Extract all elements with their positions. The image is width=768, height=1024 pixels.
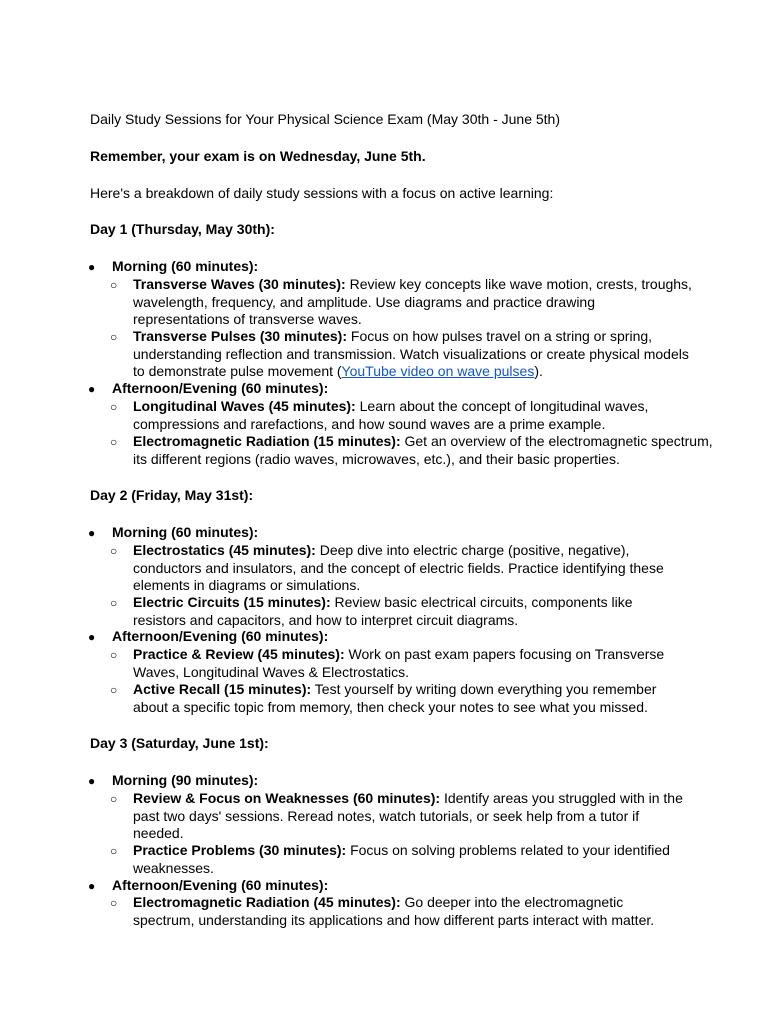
youtube-link[interactable]: YouTube video on wave pulses bbox=[341, 363, 535, 379]
period-label: Afternoon/Evening (60 minutes): bbox=[112, 380, 329, 396]
item-text bbox=[133, 646, 673, 681]
sub-bullet-icon: ○ bbox=[110, 844, 118, 858]
item-title: Practice & Review (45 minutes): bbox=[133, 646, 345, 662]
item-text bbox=[133, 842, 678, 877]
sub-bullet-icon: ○ bbox=[110, 544, 118, 558]
item-text bbox=[133, 894, 668, 929]
item-description: Deep dive into electric charge (positive, negative), conductors and insulators, and the concept of electric fields. Practice identifying these elements in diagrams or simulations. bbox=[133, 542, 664, 593]
sub-bullet-icon: ○ bbox=[110, 400, 118, 414]
sub-bullet-icon: ○ bbox=[110, 596, 118, 610]
document-title: Daily Study Sessions for Your Physical Science Exam (May 30th - June 5th) bbox=[90, 111, 560, 127]
item-description-end: ). bbox=[534, 363, 543, 379]
item-text bbox=[133, 542, 673, 595]
item-description: Work on past exam papers focusing on Transverse Waves, Longitudinal Waves & Electrostatics. bbox=[133, 646, 665, 680]
bullet-icon: ● bbox=[88, 526, 96, 540]
item-text bbox=[133, 681, 663, 716]
bullet-icon: ● bbox=[88, 774, 96, 788]
sub-bullet-icon: ○ bbox=[110, 435, 118, 449]
period-label: Morning (60 minutes): bbox=[112, 258, 259, 274]
item-description: Review basic electrical circuits, components like resistors and capacitors, and how to interpret circuit diagrams. bbox=[133, 594, 633, 628]
item-title: Transverse Waves (30 minutes): bbox=[133, 276, 346, 292]
period-label: Morning (90 minutes): bbox=[112, 772, 259, 788]
intro-text: Here's a breakdown of daily study sessions with a focus on active learning: bbox=[90, 185, 554, 201]
item-description: Review key concepts like wave motion, crests, troughs, wavelength, frequency, and amplitude. Use diagrams and practice drawing representations of transverse waves. bbox=[133, 276, 692, 327]
bullet-icon: ● bbox=[88, 879, 96, 893]
item-description: Go deeper into the electromagnetic spectrum, understanding its applications and how different parts interact with matter. bbox=[133, 894, 655, 928]
item-description: Focus on how pulses travel on a string or spring, understanding reflection and transmission. Watch visualizations or create physical models to demonstrate pulse movement ( bbox=[133, 328, 689, 379]
sub-bullet-icon: ○ bbox=[110, 896, 118, 910]
sub-bullet-icon: ○ bbox=[110, 683, 118, 697]
period-label: Afternoon/Evening (60 minutes): bbox=[112, 628, 329, 644]
exam-reminder: Remember, your exam is on Wednesday, June 5th. bbox=[90, 148, 426, 164]
item-text bbox=[133, 433, 713, 468]
item-title: Review & Focus on Weaknesses (60 minutes): bbox=[133, 790, 441, 806]
bullet-icon: ● bbox=[88, 260, 96, 274]
item-description: Focus on solving problems related to your identified weaknesses. bbox=[133, 842, 670, 876]
bullet-icon: ● bbox=[88, 630, 96, 644]
day-heading: Day 1 (Thursday, May 30th): bbox=[90, 221, 275, 237]
item-text bbox=[133, 594, 653, 629]
sub-bullet-icon: ○ bbox=[110, 330, 118, 344]
item-description: Learn about the concept of longitudinal waves, compressions and rarefactions, and how sound waves are a prime example. bbox=[133, 398, 649, 432]
item-title: Electromagnetic Radiation (15 minutes): bbox=[133, 433, 401, 449]
item-text bbox=[133, 398, 693, 433]
item-description: Identify areas you struggled with in the past two days' sessions. Reread notes, watch tutorials, or seek help from a tutor if needed. bbox=[133, 790, 683, 841]
period-label: Afternoon/Evening (60 minutes): bbox=[112, 877, 329, 893]
day-heading: Day 3 (Saturday, June 1st): bbox=[90, 735, 269, 751]
item-title: Electric Circuits (15 minutes): bbox=[133, 594, 331, 610]
item-text bbox=[133, 328, 693, 381]
item-title: Transverse Pulses (30 minutes): bbox=[133, 328, 347, 344]
item-description: Get an overview of the electromagnetic spectrum, its different regions (radio waves, microwaves, etc.), and their basic properties. bbox=[133, 433, 713, 467]
sub-bullet-icon: ○ bbox=[110, 792, 118, 806]
bullet-icon: ● bbox=[88, 382, 96, 396]
item-description: Test yourself by writing down everything you remember about a specific topic from memory, then check your notes to see what you missed. bbox=[133, 681, 657, 715]
item-title: Electrostatics (45 minutes): bbox=[133, 542, 316, 558]
sub-bullet-icon: ○ bbox=[110, 278, 118, 292]
item-title: Practice Problems (30 minutes): bbox=[133, 842, 347, 858]
item-text bbox=[133, 276, 693, 329]
sub-bullet-icon: ○ bbox=[110, 648, 118, 662]
day-heading: Day 2 (Friday, May 31st): bbox=[90, 487, 254, 503]
item-title: Electromagnetic Radiation (45 minutes): bbox=[133, 894, 401, 910]
item-title: Active Recall (15 minutes): bbox=[133, 681, 312, 697]
item-text bbox=[133, 790, 688, 843]
item-title: Longitudinal Waves (45 minutes): bbox=[133, 398, 356, 414]
period-label: Morning (60 minutes): bbox=[112, 524, 259, 540]
